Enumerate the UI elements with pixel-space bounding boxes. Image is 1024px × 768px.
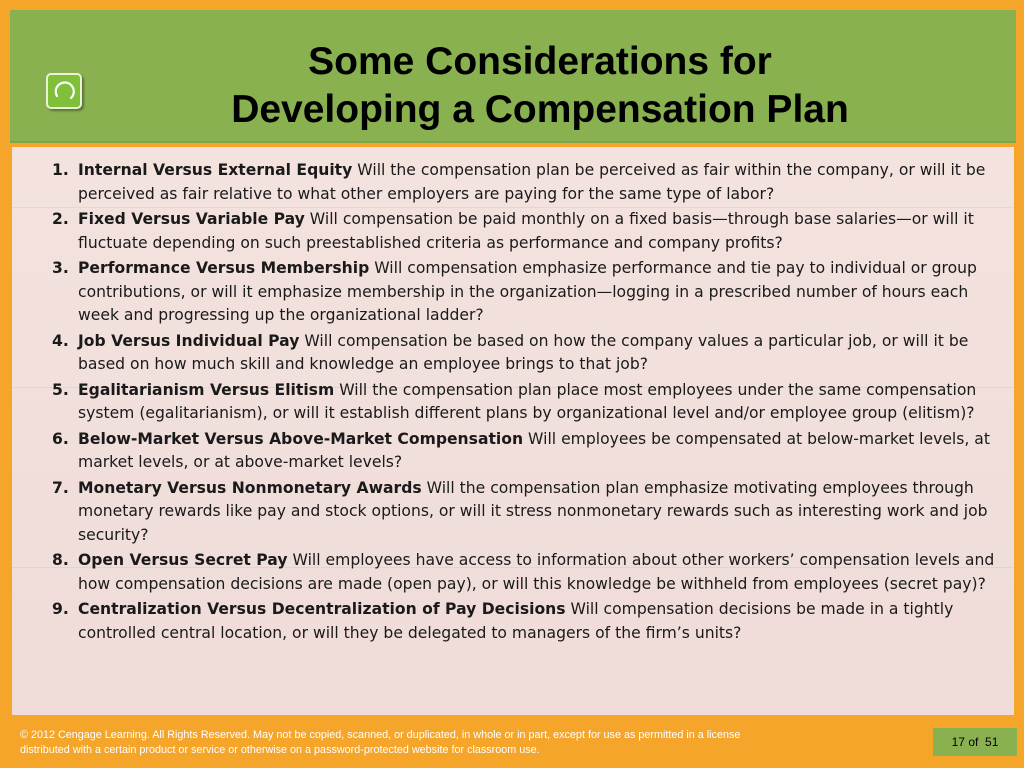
list-item — [52, 477, 997, 548]
item-term: Monetary Versus Nonmonetary Awards — [78, 478, 422, 497]
item-term: Internal Versus External Equity — [78, 161, 353, 179]
title-band — [10, 10, 1016, 143]
item-term: Fixed Versus Variable Pay — [78, 210, 305, 228]
item-number: 3. — [52, 259, 69, 277]
item-description: Will the compensation plan place most employees under the same compensation system (egalitarianism), or will it establish different plans by organizational level and/or employee group (elitism)? — [78, 380, 977, 422]
copyright-footer: © 2012 Cengage Learning. All Rights Reserved. May not be copied, scanned, or duplicated, in whole or in part, except for use as permitted in a license distributed with a certain product or service or otherwise on a password-protected website for classroom use. — [20, 729, 741, 756]
item-number: 9. — [52, 600, 69, 618]
item-description: Will compensation decisions be made in a tightly controlled central location, or will they be delegated to managers of the firm’s units? — [78, 600, 954, 642]
list-item — [52, 428, 997, 475]
item-term: Centralization Versus Decentralization of Pay Decisions — [78, 600, 566, 618]
item-description: Will employees have access to information about other workers’ compensation levels and how compensation decisions are made (open pay), or will this knowledge be withheld from employees (secret pay)? — [78, 551, 995, 593]
item-number: 6. — [52, 429, 69, 448]
list-item — [52, 379, 997, 426]
content-frame — [10, 143, 1016, 718]
considerations-list — [52, 159, 997, 647]
item-number: 7. — [52, 478, 69, 497]
item-number: 1. — [52, 161, 69, 179]
item-term: Below-Market Versus Above-Market Compensation — [78, 429, 524, 448]
list-item — [52, 549, 997, 596]
page-of-label: of — [968, 735, 979, 749]
scanned-page — [12, 147, 1014, 715]
item-description: Will employees be compensated at below-market levels, at market levels, or at above-market levels? — [78, 429, 990, 471]
item-term: Performance Versus Membership — [78, 259, 370, 277]
list-item — [52, 159, 997, 206]
item-number: 5. — [52, 380, 69, 399]
page-current: 17 — [951, 735, 965, 749]
title-line-2: Developing a Compensation Plan — [231, 88, 849, 131]
item-description: Will compensation emphasize performance and tie pay to individual or group contributions, or will it emphasize membership in the organization—logging in a prescribed number of hours each week and progressing up the organizational ladder? — [78, 259, 977, 324]
item-description: Will the compensation plan emphasize motivating employees through monetary rewards like pay and stock options, or will it stress nonmonetary rewards such as interesting work and job security? — [78, 478, 988, 544]
item-number: 4. — [52, 331, 69, 350]
item-description: Will the compensation plan be perceived as fair within the company, or will it be perceived as fair relative to what other employers are paying for the same type of labor? — [78, 161, 986, 203]
list-item — [52, 330, 997, 377]
item-term: Egalitarianism Versus Elitism — [78, 380, 335, 399]
list-item — [52, 598, 997, 645]
slide-title — [100, 38, 980, 134]
item-description: Will compensation be based on how the company values a particular job, or will it be based on how much skill and knowledge an employee brings to that job? — [78, 331, 969, 373]
item-number: 2. — [52, 210, 69, 228]
item-number: 8. — [52, 551, 69, 569]
item-term: Job Versus Individual Pay — [78, 331, 300, 350]
rounded-square-arc-icon — [46, 73, 82, 109]
list-item — [52, 208, 997, 255]
page-indicator — [933, 728, 1017, 756]
list-item — [52, 257, 997, 328]
title-line-1: Some Considerations for — [308, 40, 772, 83]
item-description: Will compensation be paid monthly on a fixed basis—through base salaries—or will it fluctuate depending on such preestablished criteria as performance and company profits? — [78, 210, 974, 252]
page-total: 51 — [985, 735, 999, 749]
item-term: Open Versus Secret Pay — [78, 551, 288, 569]
